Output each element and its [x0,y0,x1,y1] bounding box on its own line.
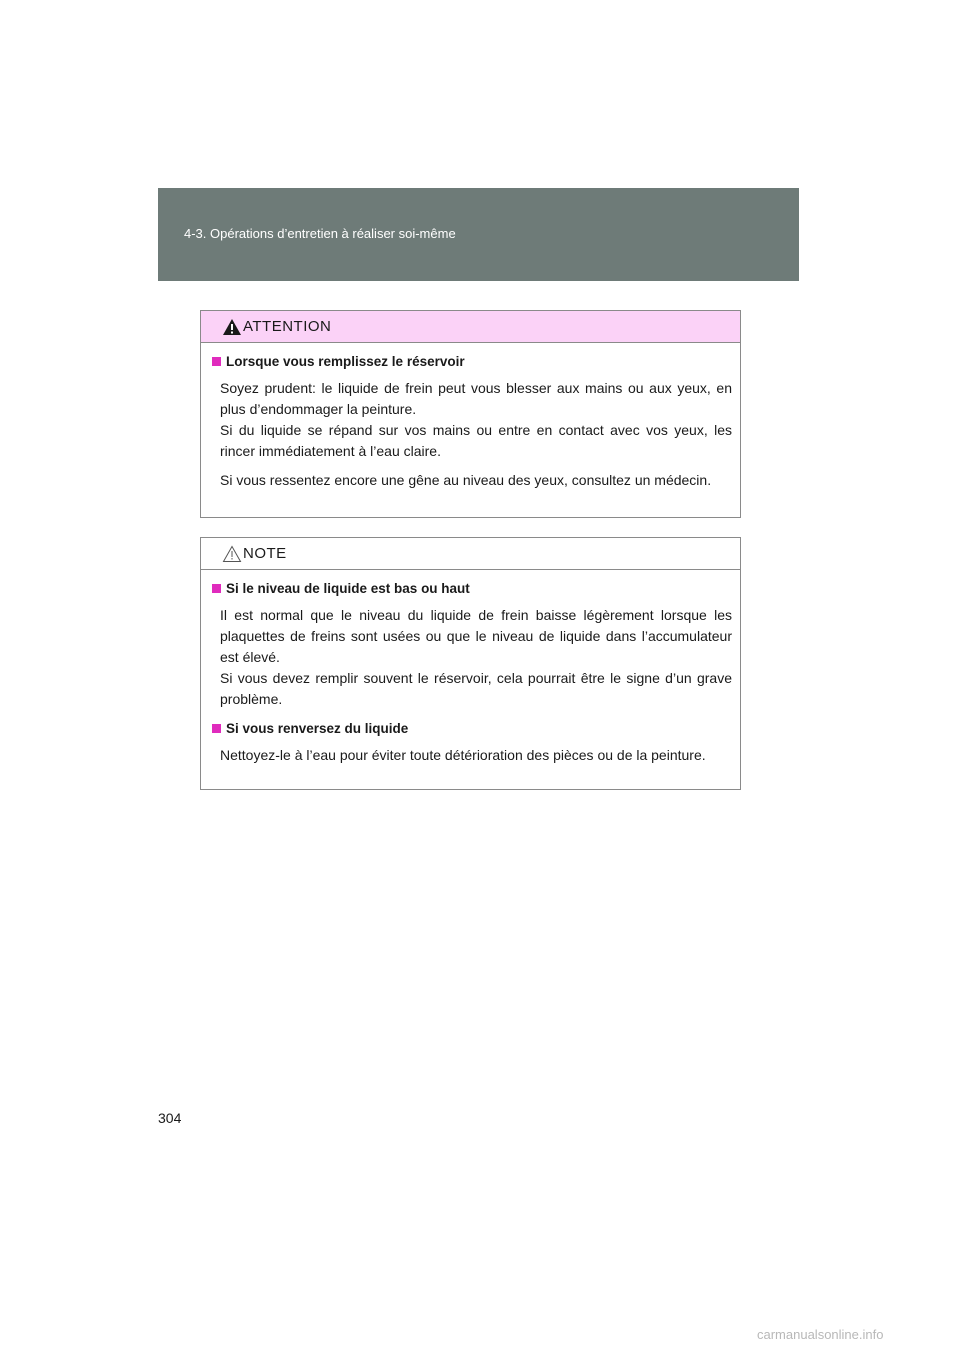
note-header [201,538,740,570]
attention-box [200,310,741,518]
section-title: 4-3. Opérations d’entretien à réaliser soi-même [184,226,456,241]
attention-header [201,311,740,343]
section-header-band [158,188,799,281]
note-item-1-title-text: Si le niveau de liquide est bas ou haut [226,581,470,596]
square-bullet-icon [212,724,221,733]
note-item-1-title [212,580,732,597]
page-number: 304 [158,1110,182,1126]
note-label: NOTE [243,545,287,562]
attention-body [201,343,740,491]
warning-triangle-filled-icon [222,318,242,336]
note-item-1-paragraph-2: Si vous devez remplir souvent le réservoir, cela pourrait être le signe d’un grave problème. [220,670,732,707]
note-item-2-title [212,720,732,737]
warning-triangle-outline-icon [222,545,242,563]
note-box [200,537,741,790]
note-body [201,570,740,766]
attention-item-title [212,353,732,370]
attention-paragraph-1: Soyez prudent: le liquide de frein peut vous blesser aux mains ou aux yeux, en plus d’endommager la peinture. [220,380,732,417]
watermark: carmanualsonline.info [757,1327,884,1342]
attention-item-title-text: Lorsque vous remplissez le réservoir [226,354,465,369]
note-item-2-paragraph-1: Nettoyez-le à l’eau pour éviter toute détérioration des pièces ou de la peinture. [220,747,706,763]
note-item-2-title-text: Si vous renversez du liquide [226,721,409,736]
square-bullet-icon [212,357,221,366]
square-bullet-icon [212,584,221,593]
attention-paragraph-2: Si du liquide se répand sur vos mains ou entre en contact avec vos yeux, les rincer immédiatement à l’eau claire. [220,422,732,459]
attention-label: ATTENTION [243,318,332,335]
note-item-1-paragraph-1: Il est normal que le niveau du liquide de frein baisse légèrement lorsque les plaquettes de freins sont usées ou que le niveau de liquide dans l’accumulateur est élevé. [220,607,732,665]
attention-paragraph-3: Si vous ressentez encore une gêne au niveau des yeux, consultez un médecin. [220,472,712,488]
